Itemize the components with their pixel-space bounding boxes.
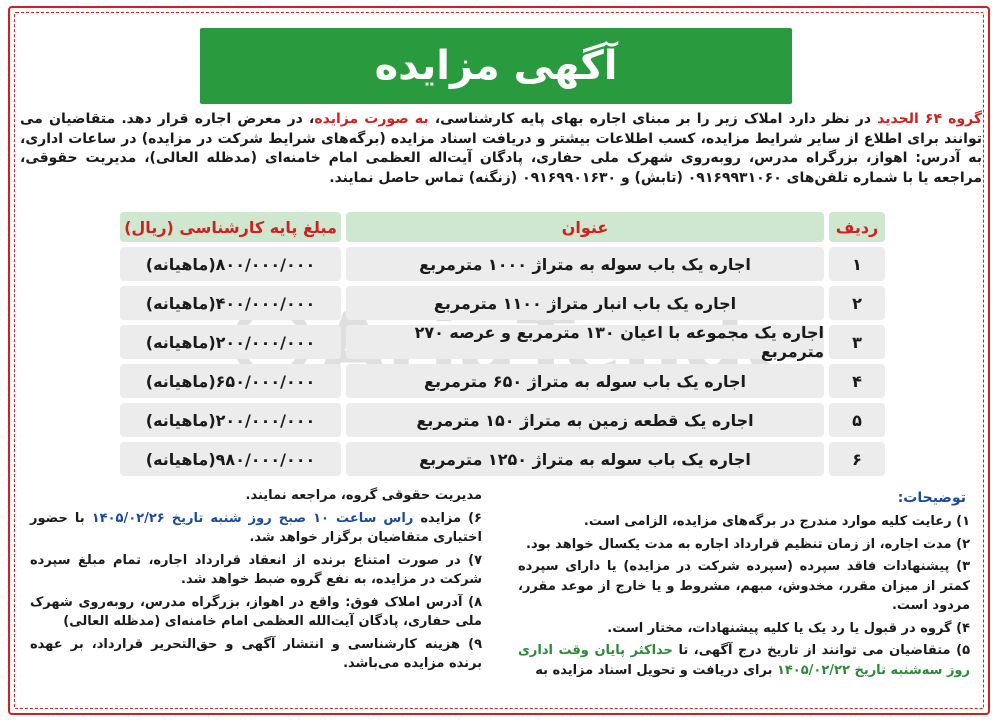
auction-time-text: راس ساعت ۱۰ صبح روز شنبه تاریخ ۱۴۰۵/۰۲/۲۶ — [91, 510, 414, 526]
note-text: برای دریافت و تحویل اسناد مزایده به — [535, 662, 777, 678]
row-number: ۱ — [829, 247, 885, 281]
row-number: ۶ — [829, 442, 885, 476]
row-number: ۴ — [829, 364, 885, 398]
table-row — [115, 247, 885, 281]
row-price: ۲۰۰/۰۰۰/۰۰۰(ماهیانه) — [120, 325, 341, 359]
title-banner — [200, 28, 792, 104]
note-item: مدیریت حقوقی گروه، مراجعه نمایند. — [245, 488, 482, 503]
row-title: اجاره یک مجموعه با اعیان ۱۳۰ مترمربع و عرصه ۲۷۰ مترمربع — [346, 325, 824, 359]
table-row — [115, 364, 885, 398]
header-base-price: مبلغ پایه کارشناسی (ریال) — [120, 212, 341, 242]
row-price: ۶۵۰/۰۰۰/۰۰۰(ماهیانه) — [120, 364, 341, 398]
table-row — [115, 325, 885, 359]
property-table — [115, 212, 885, 476]
row-number: ۳ — [829, 325, 885, 359]
row-price: ۲۰۰/۰۰۰/۰۰۰(ماهیانه) — [120, 403, 341, 437]
notes-right-column — [518, 512, 970, 683]
note-item — [30, 509, 482, 548]
intro-text-1: در نظر دارد املاک زیر را بر مبنای اجاره بهای پایه کارشناسی، — [428, 111, 878, 127]
header-title: عنوان — [346, 212, 824, 242]
row-number: ۵ — [829, 403, 885, 437]
row-title: اجاره یک باب سوله به متراژ ۱۰۰۰ مترمربع — [346, 247, 824, 281]
note-item: ۱) رعایت کلیه موارد مندرج در برگه‌های مزایده، الزامی است. — [583, 514, 970, 529]
organization-name: گروه ۶۴ الحدید — [877, 111, 983, 127]
row-title: اجاره یک باب انبار متراژ ۱۱۰۰ مترمربع — [346, 286, 824, 320]
row-price: ۹۸۰/۰۰۰/۰۰۰(ماهیانه) — [120, 442, 341, 476]
row-title: اجاره یک قطعه زمین به متراژ ۱۵۰ مترمربع — [346, 403, 824, 437]
note-item: ۹) هزینه کارشناسی و انتشار آگهی و حق‌التحریر قرارداد، بر عهده برنده مزایده می‌باشد. — [30, 636, 482, 671]
auction-method: به صورت مزایده — [314, 111, 429, 127]
row-price: ۴۰۰/۰۰۰/۰۰۰(ماهیانه) — [120, 286, 341, 320]
note-text: با حضور اختیاری متقاضیان برگزار خواهد شد. — [30, 510, 482, 545]
note-item: ۸) آدرس املاک فوق: واقع در اهواز، بزرگراه مدرس، روبه‌روی شهرک ملی حفاری، پادگان آیت‌الله العظمی امام خامنه‌ای (مدظله العالی) — [30, 594, 482, 629]
note-item: ۴) گروه در قبول یا رد یک یا کلیه پیشنهادات، مختار است. — [607, 620, 970, 636]
intro-text-2: ، در معرض اجاره قرار دهد. متقاضیان می توانند برای اطلاع از سایر شرایط مزایده، کسب اطلاعات بیشتر و دریافت اسناد مزایده (برگه‌های شرایط شرکت در مزایده) در ساعات اداری، به آدرس: اهواز، بزرگراه مدرس، روبه‌روی شهرک ملی حفاری، پادگان آیت‌اله العظمی امام خامنه‌ای (مدظله العالی)، مدیریت حقوقی، مراجعه یا با شماره تلفن‌های ۰۹۱۶۹۹۳۱۰۶۰ (تابش) و ۰۹۱۶۹۹۰۱۶۳۰ (زنگنه) تماس حاصل نمایند. — [20, 111, 982, 186]
row-price: ۸۰۰/۰۰۰/۰۰۰(ماهیانه) — [120, 247, 341, 281]
row-title: اجاره یک باب سوله به متراژ ۶۵۰ مترمربع — [346, 364, 824, 398]
note-item — [518, 641, 970, 680]
notes-heading: توضیحات: — [897, 490, 966, 506]
notes-left-column — [30, 486, 482, 677]
note-item: ۷) در صورت امتناع برنده از انعقاد قرارداد اجاره، تمام مبلغ سپرده شرکت در مزایده، به نفع گروه ضبط خواهد شد. — [30, 552, 482, 587]
table-header-row — [115, 212, 885, 242]
page-title: آگهی مزایده — [374, 43, 618, 89]
intro-paragraph — [20, 110, 982, 188]
row-number: ۲ — [829, 286, 885, 320]
note-text: ۶) مزایده — [413, 510, 482, 526]
row-title: اجاره یک باب سوله به متراژ ۱۲۵۰ مترمربع — [346, 442, 824, 476]
header-row-number: ردیف — [829, 212, 885, 242]
note-text: ۵) متقاضیان می توانند از تاریخ درج آگهی، تا — [672, 643, 970, 658]
table-row — [115, 442, 885, 476]
table-row — [115, 403, 885, 437]
note-item: ۲) مدت اجاره، از زمان تنظیم قرارداد اجاره به مدت یکسال خواهد بود. — [526, 536, 970, 552]
note-item: ۳) پیشنهادات فاقد سپرده (سپرده شرکت در مزایده) یا دارای سپرده کمتر از میزان مقرر، مخدوش، مبهم، مشروط و یا خارج از موعد مقرر، مردود است. — [518, 559, 970, 613]
table-row — [115, 286, 885, 320]
deadline-text: حداکثر پایان وقت اداری روز سه‌شنبه تاریخ ۱۴۰۵/۰۲/۲۲ — [518, 643, 970, 678]
